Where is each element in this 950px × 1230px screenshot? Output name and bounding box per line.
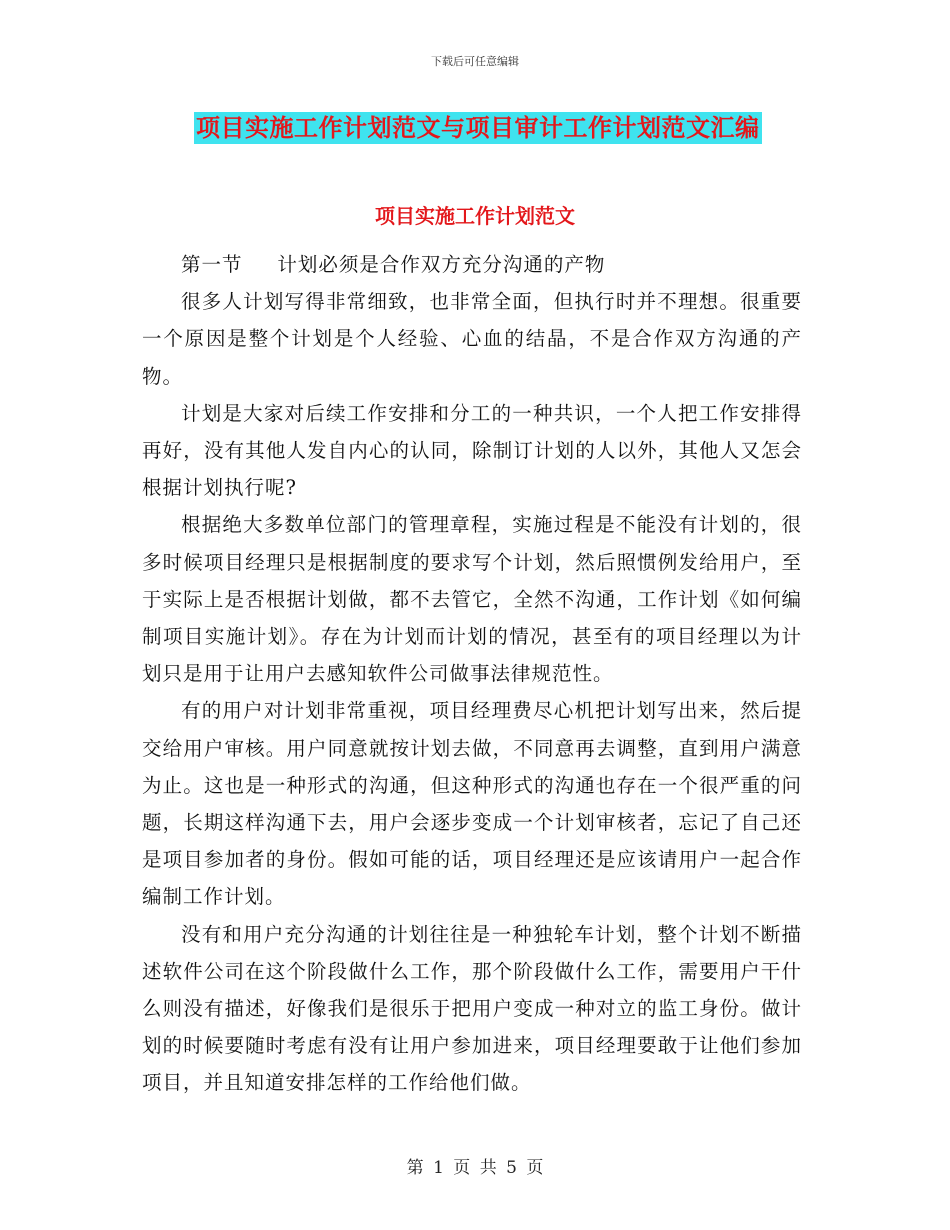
document-body	[142, 246, 802, 1102]
section-heading: 第一节 计划必须是合作双方充分沟通的产物	[181, 253, 606, 276]
body-paragraph: 有的用户对计划非常重视，项目经理费尽心机把计划写出来，然后提交给用户审核。用户同意就按计划去做，不同意再去调整，直到用户满意为止。这也是一种形式的沟通，但这种形式的沟通也存在一个很严重的问题，长期这样沟通下去，用户会逐步变成一个计划审核者，忘记了自己还是项目参加者的身份。假如可能的话，项目经理还是应该请用户一起合作编制工作计划。	[142, 699, 802, 909]
page-number-footer: 第 1 页 共 5 页	[406, 1158, 544, 1178]
body-paragraph: 很多人计划写得非常细致，也非常全面，但执行时并不理想。很重要一个原因是整个计划是个人经验、心血的结晶，不是合作双方沟通的产物。	[142, 290, 802, 388]
document-title: 项目实施工作计划范文与项目审计工作计划范文汇编	[196, 114, 760, 142]
body-paragraph: 计划是大家对后续工作安排和分工的一种共识，一个人把工作安排得再好，没有其他人发自内心的认同，除制订计划的人以外，其他人又怎会根据计划执行呢?	[142, 401, 802, 500]
header-note: 下载后可任意编辑	[431, 55, 519, 68]
body-paragraph: 没有和用户充分沟通的计划往往是一种独轮车计划，整个计划不断描述软件公司在这个阶段做什么工作，那个阶段做什么工作，需要用户干什么则没有描述，好像我们是很乐于把用户变成一种对立的监工身份。做计划的时候要随时考虑有没有让用户参加进来，项目经理要敢于让他们参加项目，并且知道安排怎样的工作给他们做。	[142, 922, 802, 1095]
body-paragraph: 根据绝大多数单位部门的管理章程，实施过程是不能没有计划的，很多时候项目经理只是根据制度的要求写个计划，然后照惯例发给用户，至于实际上是否根据计划做，都不去管它，全然不沟通，工作计划《如何编制项目实施计划》。存在为计划而计划的情况，甚至有的项目经理以为计划只是用于让用户去感知软件公司做事法律规范性。	[142, 513, 802, 686]
section-title: 项目实施工作计划范文	[375, 204, 575, 228]
